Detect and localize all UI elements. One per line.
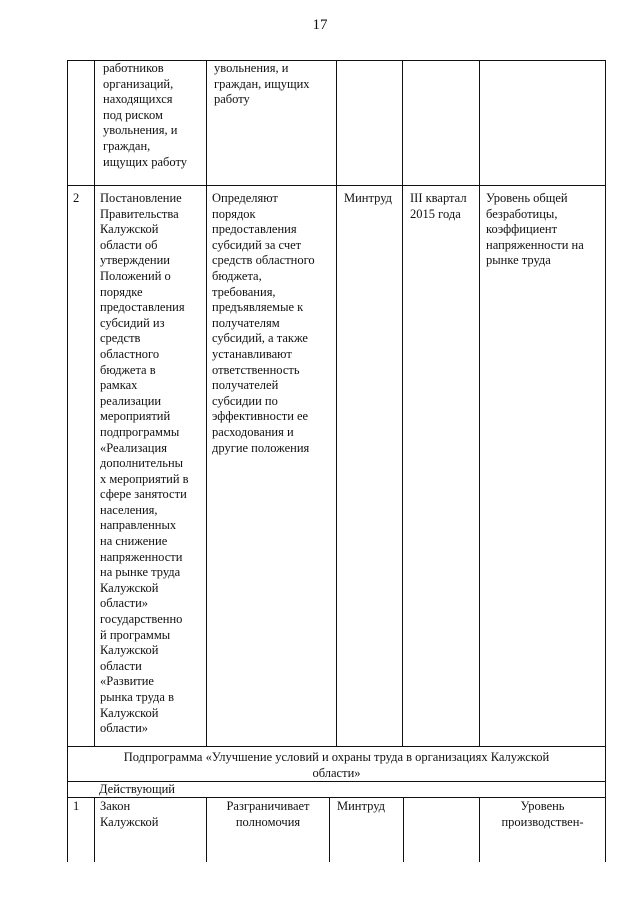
table-rule bbox=[336, 60, 337, 746]
table-cell-number: 1 bbox=[73, 799, 80, 813]
table-cell-result: Уровень общей безработицы, коэффициент напряженности на рынке труда bbox=[486, 191, 584, 268]
table-cell-document: Закон Калужской bbox=[100, 799, 159, 829]
subprogram-heading: Подпрограмма «Улучшение условий и охраны труда в организациях Калужской области» bbox=[123, 750, 550, 780]
table-cell-executor: Минтруд bbox=[344, 191, 393, 205]
table-cell-number: 2 bbox=[73, 191, 80, 205]
table-cell-purpose: Разграничивает полномочия bbox=[226, 799, 310, 829]
table-cell-purpose: увольнения, и граждан, ищущих работу bbox=[214, 61, 310, 107]
table-cell-document: работников организаций, находящихся под риском увольнения, и граждан, ищущих работу bbox=[103, 61, 188, 169]
table-rule bbox=[402, 60, 403, 746]
table-rule bbox=[67, 746, 606, 747]
table-cell-document: Постановление Правительства Калужской области об утверждении Положений о порядке предоставления субсидий из средств областного бюджета в рамках реализации мероприятий подпрограммы «Реализация дополнительны х мероприятий в сфере занятости населения, направленных на снижение напряженности на рынке труда Калужской области» государственно й программы Калужской области «Развитие рынка труда в Калужской области» bbox=[100, 191, 189, 736]
table-cell-term: III квартал 2015 года bbox=[410, 191, 467, 221]
table-rule bbox=[94, 797, 95, 862]
table-rule bbox=[479, 60, 480, 746]
section-label: Действующий bbox=[99, 782, 175, 796]
table-rule bbox=[67, 60, 68, 862]
page-number: 17 bbox=[312, 17, 328, 33]
table-rule bbox=[206, 60, 207, 746]
table-cell-purpose: Определяют порядок предоставления субсидий за счет средств областного бюджета, требования, предъявляемые к получателям субсидий, а также устанавливают ответственность получателей субсидии по эффективности ее расходования и другие положения bbox=[212, 191, 315, 455]
table-rule bbox=[94, 60, 95, 746]
table-cell-executor: Минтруд bbox=[337, 799, 386, 813]
table-cell-result: Уровень производствен- bbox=[501, 799, 584, 829]
table-rule bbox=[403, 797, 404, 862]
table-rule bbox=[605, 60, 606, 862]
table-rule bbox=[329, 797, 330, 862]
